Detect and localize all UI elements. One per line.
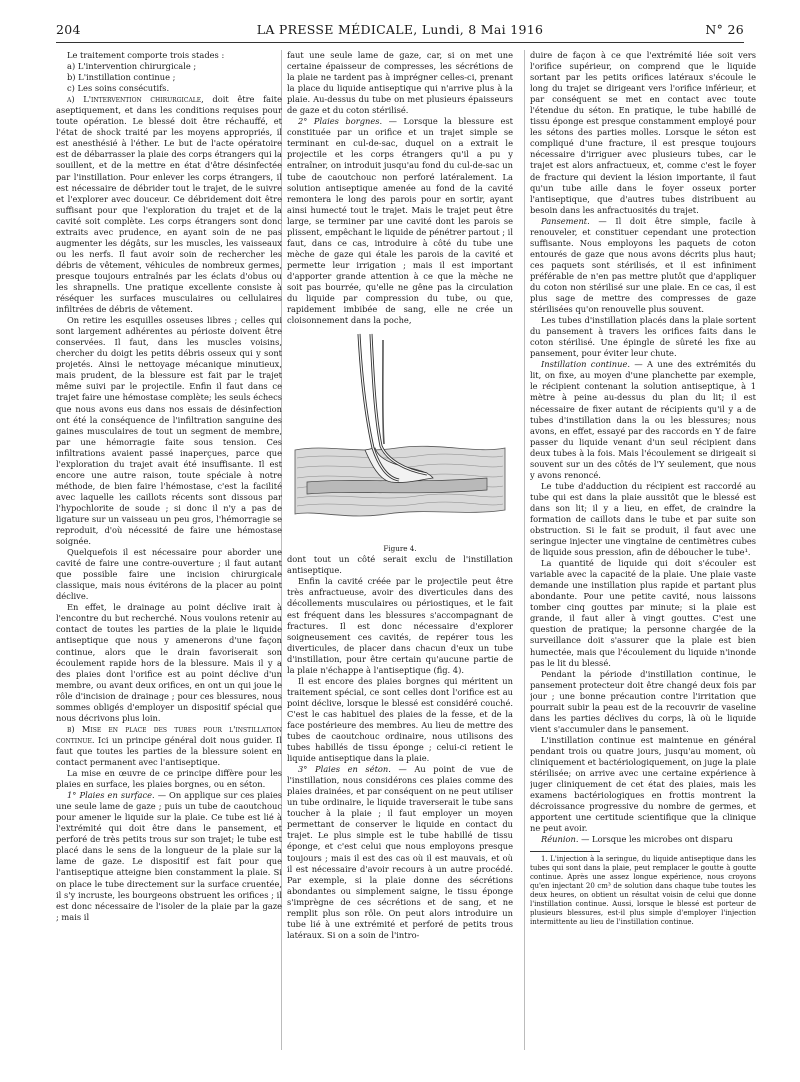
- paragraph: On retire les esquilles osseuses libres ; celles qui sont largement adhérentes au périoste doivent être conservées. Il faut, dans les muscles voisins, chercher du doigt les petits débris osseux qui y sont projetés. Ainsi le nettoyage mécanique minutieux, mais prudent, de la blessure est fait par le trajet même suivi par le projectile. Enfin il faut dans ce trajet faire une hémostase complète; les seuls échecs que nous avons eus dans nos essais de désinfection ont été la conséquence de l'infiltration sanguine des gaines musculaires de tout un segment de membre, par une hémorragie faite sous tension. Ces infiltrations avaient passé inaperçues, parce que l'exploration du trajet avait été insuffisante. Il est encore une autre raison, toute spéciale à notre méthode, de bien faire l'hémostase, c'est la facilité avec laquelle les caillots récents sont dissous par l'hypochlorite de soude ; si donc il n'y a pas de ligature sur un vaisseau un peu gros, l'hémorragie se reproduit, d'où nécessité de faire une hémostase soignée.: [56, 315, 282, 547]
- paragraph: Quelquefois il est nécessaire pour aborder une cavité de faire une contre-ouverture ; il faut autant que possible faire une incision chirurgicale classique, mais nous évitérons de la placer au point déclive.: [56, 547, 282, 602]
- paragraph: [287, 116, 513, 326]
- paragraph-text: — Au point de vue de l'instillation, nous considérons ces plaies comme des plaies drainées, et par conséquent on ne peut utiliser un tube ordinaire, le liquide traverserait le tube sans toucher à la plaie ; il faut employer un moyen permettant de conserver le liquide en contact du trajet. Le plus simple est le tube habillé de tissu éponge, et c'est celui que nous employons presque toujours ; mais il est des cas où il est mauvais, et où il est nécessaire d'avoir recours à un autre procédé. Par exemple, si la plaie donne des sécrétions abondantes ou simplement saigne, le tissu éponge s'imprègne de ces sécrétions et de sang, et ne remplit plus son rôle. On peut alors introduire un tube lié à une extrémité et perforé de petits trous latéraux. Si on a soin de l'intro-: [287, 764, 513, 940]
- list-item: a) L'intervention chirurgicale ;: [67, 61, 197, 72]
- paragraph: faut une seule lame de gaze, car, si on met une certaine épaisseur de compresses, les sécrétions de la plaie ne tardent pas à imprégner celles-ci, prenant la place du liquide antiseptique qui n'arrive plus à la plaie. Au-dessus du tube on met plusieurs épaisseurs de gaze et du coton stérilisé.: [287, 50, 513, 116]
- paragraph: [530, 834, 756, 845]
- list-item: c) Les soins consécutifs.: [67, 83, 170, 94]
- section-heading: Instillation continue.: [541, 359, 631, 370]
- paragraph: Le tube d'adduction du récipient est raccordé au tube qui est dans la plaie aussitôt que le blessé est dans son lit; il y a lieu, en effet, de craindre la formation de caillots dans le tube et par suite son obstruction. Si le fait se produit, il faut avec une seringue injecter une vingtaine de centimètres cubes de liquide sous pression, afin de déboucher le tube¹.: [530, 480, 756, 558]
- column-middle: [287, 50, 513, 1050]
- footnote: 1. L'injection à la seringue, du liquide antiseptique dans les tubes qui sont dans la plaie, peut remplacer le goutte à goutte continue. Après une assez longue expérience, nous croyons qu'en injectant 20 cm³ de solution dans chaque tube toutes les deux heures, on obtient un résultat voisin de celui que donne l'instillation continue. Aussi, lorsque le blessé est porteur de plusieurs blessures, est-il plus simple d'employer l'injection intermittente au lieu de l'instillation continue.: [530, 855, 756, 926]
- section-heading: 1° Plaies en surface.: [67, 790, 155, 801]
- paragraph: La quantité de liquide qui doit s'écouler est variable avec la capacité de la plaie. Une plaie vaste demande une instillation plus rapide et partant plus abondante. Pour une petite cavité, nous laissons tomber cinq gouttes par minute; si la plaie est grande, il faut aller à vingt gouttes. C'est une question de pratique; la personne chargée de la surveillance doit s'assurer que la plaie est bien humectée, mais que l'écoulement du liquide n'inonde pas le lit du blessé.: [530, 558, 756, 668]
- paragraph: La mise en œuvre de ce principe diffère pour les plaies en surface, les plaies borgnes, ou en séton.: [56, 768, 282, 790]
- paragraph-text: — On applique sur ces plaies une seule lame de gaze ; puis un tube de caoutchouc pour amener le liquide sur la plaie. Ce tube est lié à l'extrémité qui doit être dans le pansement, et perforé de très petits trous sur son trajet; le tube est placé dans le sens de la longueur de la plaie sur la lame de gaze. Le dispositif est fait pour que l'antiseptique atteigne bien constamment la plaie. Si on place le tube directement sur la surface cruentée, il s'y incruste, les bourgeons obstruent les orifices ; il est donc nécessaire de l'isoler de la plaie par la gaze ; mais il: [56, 790, 282, 922]
- section-heading: Pansement.: [541, 215, 590, 226]
- paragraph: Les tubes d'instillation placés dans la plaie sortent du pansement à travers les orifices faits dans le coton stérilisé. Une épingle de sûreté les fixe au pansement, pour éviter leur chute.: [530, 315, 756, 359]
- section-heading: b) Mise en place des tubes pour l'instillation continue.: [56, 723, 282, 745]
- section-heading: a) L'intervention chirurgicale,: [67, 94, 204, 105]
- paragraph-text: — Lorsque les microbes ont disparu: [578, 834, 733, 845]
- paragraph: Pendant la période d'instillation continue, le pansement protecteur doit être changé deux fois par jour ; une bonne précaution contre l'irritation que pourrait subir la peau est de la recouvrir de vaseline dans les parties déclives du corps, là où le liquide vient s'accumuler dans le pansement.: [530, 668, 756, 734]
- figure-caption: Figure 4.: [383, 544, 417, 554]
- issue-number: N° 26: [705, 22, 744, 37]
- paragraph-text: Ici un principe général doit nous guider. Il faut que toutes les parties de la blessure soient en contact permanent avec l'antiseptique.: [56, 734, 282, 767]
- paragraph: [56, 724, 282, 768]
- paragraph: [530, 359, 756, 481]
- section-heading: Réunion.: [541, 834, 579, 845]
- paragraph-text: — Lorsque la blessure est constituée par un orifice et un trajet simple se terminant en cul-de-sac, duquel on a extrait le projectile et les corps étrangers qu'il a pu y entraîner, on introduit jusqu'au fond du cul-de-sac un tube de caoutchouc non perforé latéralement. La solution antiseptique amenée au fond de la cavité remontera le long des parois pour en sortir, ayant ainsi humecté tout le trajet. Mais le trajet peut être large, se terminer par une cavité dont les parois se plissent, empêchant le liquide de pénétrer partout ; il faut, dans ce cas, introduire à côté du tube une mèche de gaze qui étale les parois de la cavité et permette leur irrigation ; mais il est important d'apporter grande attention à ce que la mèche ne soit pas bourrée, qu'elle ne gêne pas la circulation du liquide par compression du tube, ou que, rapidement imbibée de sang, elle ne crée un cloisonnement dans la poche,: [287, 116, 513, 326]
- column-divider: [524, 50, 525, 1050]
- paragraph: [56, 790, 282, 923]
- paragraph-text: — A une des extrémités du lit, on fixe, au moyen d'une planchette par exemple, le récipient contenant la solution antiseptique, à 1 mètre à peine au-dessus du plan du lit; il est nécessaire de fixer autant de récipients qu'il y a de tubes d'instillation dans la ou les blessures; nous avons, en effet, essayé par des raccords en Y de faire passer du liquide venant d'un seul récipient dans deux tubes à la fois. Mais l'écoulement se dirigeait si souvent sur un des côtés de l'Y seulement, que nous y avons renoncé.: [530, 359, 756, 480]
- paragraph: [287, 764, 513, 941]
- page-number: 204: [56, 22, 81, 37]
- paragraph: [56, 94, 282, 315]
- paragraph: Le traitement comporte trois stades :: [67, 50, 225, 60]
- paragraph-text: doit être faite aseptiquement, et dans les conditions requises pour toute opération. Le blessé doit être réchauffé, et l'état de shock traité par les moyens appropriés, il est anesthésié à l'éther. Le but de l'acte opératoire est de débarrasser la plaie des corps étrangers qui la souillent, et de la mettre en état d'être désinfectée par l'instillation. Pour enlever les corps étrangers, il est nécessaire de débrider tout le trajet, de le suivre et l'explorer avec douceur. Ce débridement doit être suffisant pour que l'exploration du trajet et de la cavité soit complète. Les corps étrangers sont donc extraits avec prudence, en ayant soin de ne pas augmenter les dégâts, sur les muscles, les vaisseaux ou les nerfs. Il faut avoir soin de rechercher les débris de vêtement, véhicules de nombreux germes, presque toujours entraînés par les éclats d'obus ou les shrapnells. Une pratique excellente consiste à réséquer les surfaces musculaires ou cellulaires infiltrées de débris de vêtement.: [56, 94, 282, 315]
- figure-4-illustration: [287, 332, 513, 538]
- column-right: [530, 50, 756, 1050]
- paragraph: duire de façon à ce que l'extrémité liée soit vers l'orifice supérieur, on comprend que le liquide sortant par les petits orifices latéraux s'écoule le long du trajet se dirigeant vers l'orifice inférieur, et par conséquent se met en contact avec toute l'étendue du séton. En pratique, le tube habillé de tissu éponge est presque constamment employé pour les sétons des parties molles. Lorsque le séton est compliqué d'une fracture, il est presque toujours nécessaire d'irriguer avec plusieurs tubes, car le trajet est alors anfractueux, et, comme c'est le foyer de fracture qui devient la lésion importante, il faut qu'un tube aille dans le foyer osseux porter l'antiseptique, que d'autres tubes distribuent au besoin dans les anfractuosités du trajet.: [530, 50, 756, 215]
- list-item: b) L'instillation continue ;: [67, 72, 176, 83]
- paragraph: dont tout un côté serait exclu de l'instillation antiseptique.: [287, 554, 513, 576]
- paragraph: [530, 216, 756, 315]
- paragraph: En effet, le drainage au point déclive irait à l'encontre du but recherché. Nous voulons retenir au contact de toutes les parties de la plaie le liquide antiseptique que nous y amenerons d'une façon continue, alors que le drain favoriserait son écoulement rapide hors de la blessure. Mais il y a des plaies dont l'orifice est au point déclive d'un membre, ou avant deux orifices, en ont un qui joue le rôle d'incision de drainage ; pour ces blessures, nous sommes obligés d'employer un dispositif spécial que nous décrivons plus loin.: [56, 602, 282, 723]
- page-header: [56, 22, 744, 40]
- paragraph: Il est encore des plaies borgnes qui méritent un traitement spécial, ce sont celles dont l'orifice est au point déclive, lorsque le blessé est considéré couché. C'est le cas habituel des plaies de la fesse, et de la face postérieure des membres. Au lieu de mettre des tubes de caoutchouc ordinaire, nous utilisons des tubes habillés de tissu éponge ; celui-ci retient le liquide antiseptique dans la plaie.: [287, 675, 513, 764]
- journal-title: LA PRESSE MÉDICALE, Lundi, 8 Mai 1916: [256, 22, 544, 37]
- paragraph: Enfin la cavité créée par le projectile peut être très anfractueuse, avoir des diverticules dans des décollements musculaires ou périostiques, et le fait est fréquent dans les blessures s'accompagnant de fractures. Il est donc nécessaire d'explorer soigneusement ces cavités, de repérer tous les diverticules, de placer dans chacun d'eux un tube d'instillation, pour être certain qu'aucune partie de la plaie n'échappe à l'antiseptique (fig. 4).: [287, 576, 513, 675]
- tissue-section: [295, 446, 505, 516]
- paragraph: L'instillation continue est maintenue en général pendant trois ou quatre jours, jusqu'au moment, où cliniquement et bactériologiquement, on juge la plaie stérilisée; on arrive avec une certaine expérience à juger cliniquement de cet état des plaies, mais les examens bactériologiques en frottis montrent la décroissance progressive du nombre de germes, et apportent une certitude scientifique que la clinique ne peut avoir.: [530, 734, 756, 834]
- column-left: [56, 50, 282, 1050]
- section-heading: 3° Plaies en séton.: [298, 764, 391, 775]
- paragraph-text: — Il doit être simple, facile à renouveler, et constituer cependant une protection suffisante. Nous employons les paquets de coton entourés de gaze que nous avons décrits plus haut; ces paquets sont stérilisés, et il est infiniment préférable de n'en pas mettre plutôt que d'appliquer du coton non stérilisé sur une plaie. En ce cas, il est plus sage de mettre des compresses de gaze stérilisées qu'on renouvelle plus souvent.: [530, 215, 756, 315]
- section-heading: 2° Plaies borgnes.: [298, 116, 383, 127]
- header-rule: [56, 42, 744, 43]
- footnote-rule: [530, 851, 600, 852]
